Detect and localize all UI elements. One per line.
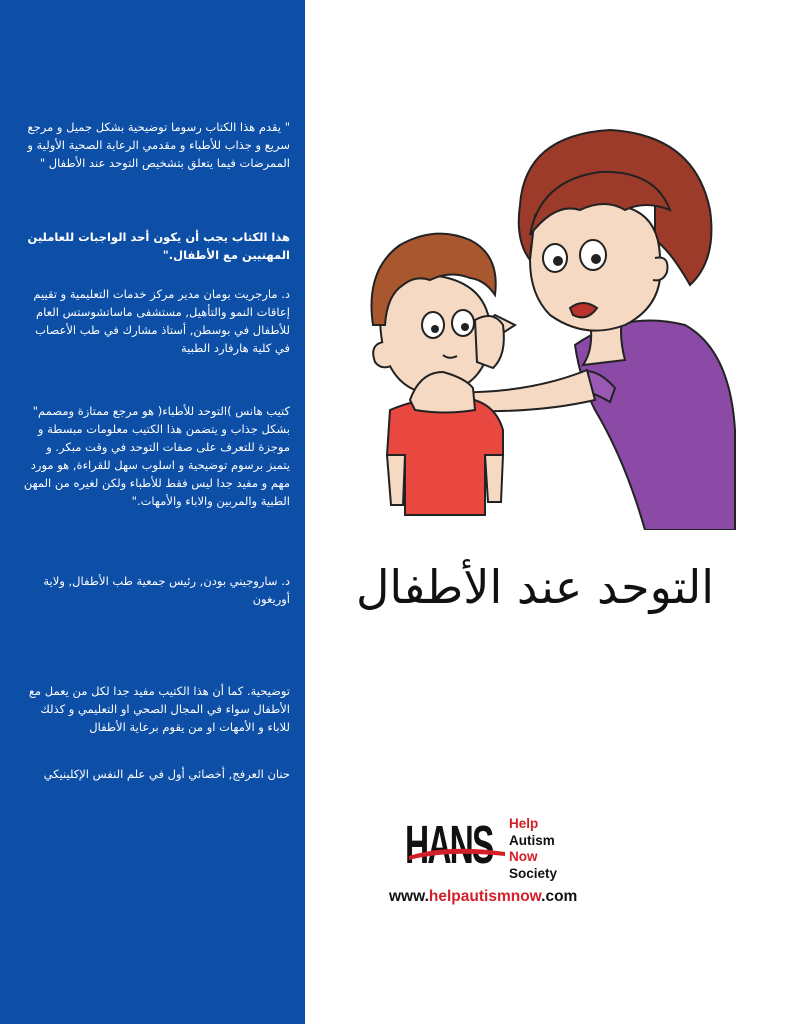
logo-word-now: Now bbox=[509, 849, 538, 864]
website-url[interactable] bbox=[389, 888, 589, 906]
logo-word-society: Society bbox=[509, 865, 558, 881]
logo-swoosh-icon bbox=[407, 842, 507, 864]
logo-word-help: Help bbox=[509, 816, 539, 831]
review-2-attribution: د. ساروجيني بودن, رئيس جمعية طب الأطفال, ولاية أوريغون bbox=[43, 574, 290, 606]
review-1-emphasis: هذا الكتاب يجب أن يكون أحد الواجبات للعاملين المهنيين مع الأطفال." bbox=[27, 230, 290, 262]
url-suffix: .com bbox=[541, 888, 578, 905]
review-2-quote: كتيب هانس )التوحد للأطباء( هو مرجع ممتازة ومصمم" بشكل جذاب و يتضمن هذا الكتيب معلومات مبسطة و موجزة للتعرف على صفات التوحد في وقت مبكر. و يتميز برسوم توضيحية و اسلوب سهل للقراءة, هو مورد مهم و مفيد جدا ليس فقط للأطباء ولكن لغيره من المهن الطبية والمربين والاباء والأمهات." bbox=[23, 404, 290, 508]
book-title: التوحد عند الأطفال bbox=[355, 560, 715, 614]
url-accent: helpautismnow bbox=[428, 888, 542, 905]
hans-logo bbox=[405, 812, 595, 884]
logo-word-autism: Autism bbox=[509, 832, 555, 848]
logo-letters: HANS bbox=[405, 815, 493, 875]
review-3-quote: توضيحية. كما أن هذا الكتيب مفيد جدا لكل من يعمل مع الأطفال سواء في المجال الصحي او التعليمي و كذلك للاباء و الأمهات او من يقوم برعاية الأطفال bbox=[28, 684, 290, 734]
left-panel bbox=[0, 0, 305, 1024]
review-1-quote: " يقدم هذا الكتاب رسوما توضيحية بشكل جميل و مرجع سريع و جذاب للأطباء و مقدمي الرعاية الصحية الأولية و الممرضات فيما يتعلق بتشخيص التوحد عند الأطفال " bbox=[27, 120, 290, 170]
url-prefix: www. bbox=[389, 888, 429, 905]
review-3-attribution: حنان العرفج, أخصائي أول في علم النفس الإكلينيكي bbox=[43, 767, 290, 781]
review-1-attribution: د. مارجريت بومان مدير مركز خدمات التعليمية و تقييم إعاقات النمو والتأهيل, مستشفى ماساتشوستس العام للأطفال في بوسطن, أستاذ مشارك في طب الأعصاب في كلية هارفارد الطبية bbox=[33, 287, 290, 355]
mother-checking-child-illustration bbox=[325, 110, 755, 530]
logo-wordmark bbox=[509, 816, 557, 882]
